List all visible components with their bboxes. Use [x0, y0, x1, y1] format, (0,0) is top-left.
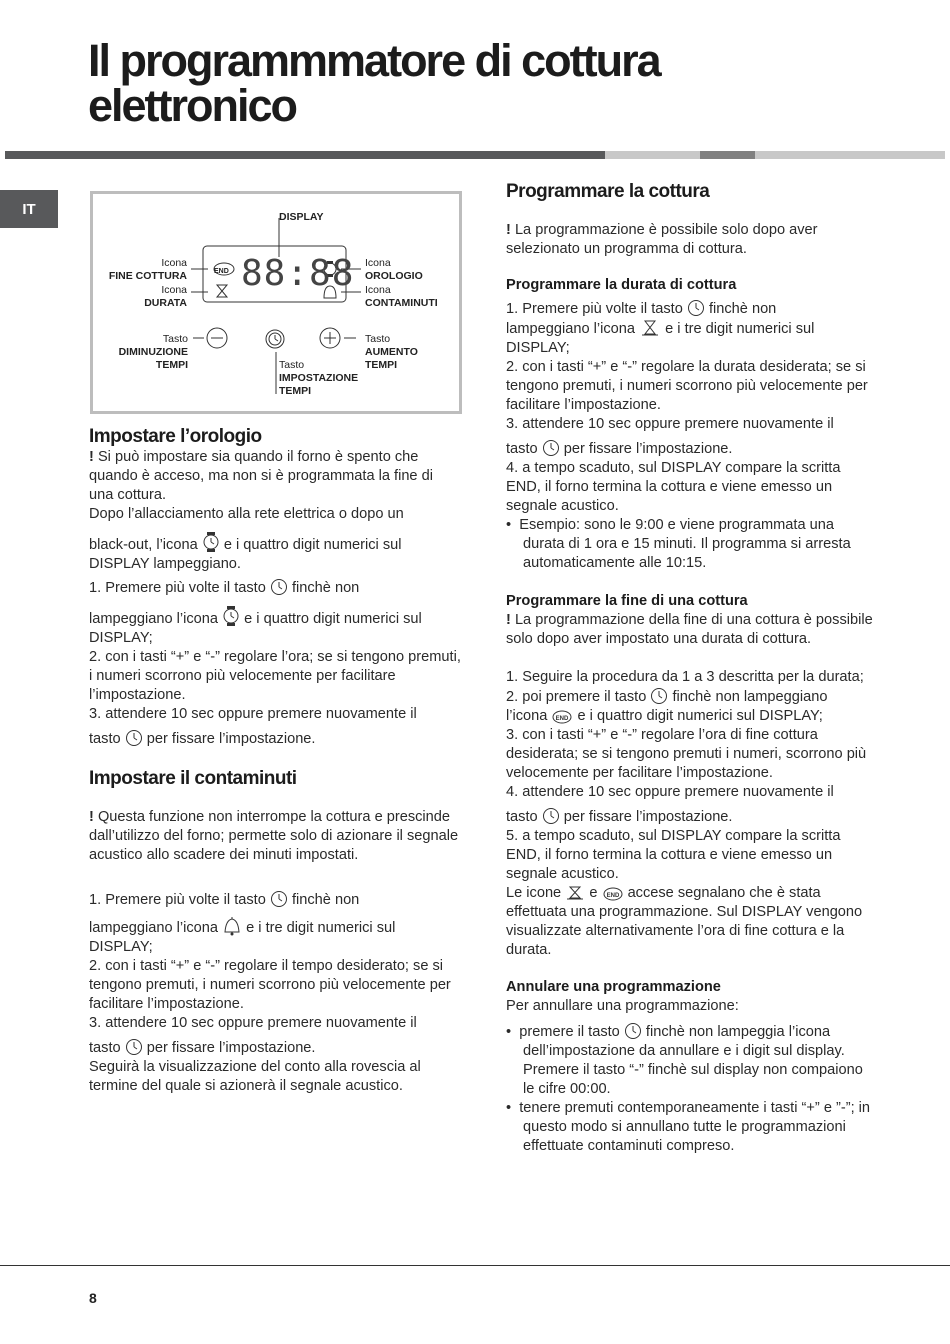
step: lampeggiano l’icona e i tre digit numerici sul DISPLAY; [506, 321, 815, 356]
step: tasto per fissare l’impostazione. [89, 1040, 316, 1056]
page-title: Il programmmatore di cottura elettronico [88, 35, 660, 131]
end-icon: END [214, 268, 229, 275]
step: 3. attendere 10 sec oppure premere nuovamente il [89, 706, 417, 722]
step: 2. con i tasti “+” e “-” regolare l’ora; se si tengono premuti, i numeri scorrono più velocemente per facilitare l’impostazione. [89, 649, 461, 703]
heading-contaminuti: Impostare il contaminuti [89, 768, 297, 789]
header-rule-segment [605, 151, 700, 159]
timer-button-icon [542, 439, 560, 457]
display-digits: 88:88 [241, 253, 355, 294]
paragraph: ! Si può impostare sia quando il forno è spento che quando è acceso, ma non si è programmata la fine di una cottura. [89, 449, 433, 503]
step: lampeggiano l’icona e i quattro digit numerici sul DISPLAY; [89, 605, 461, 648]
step: 1. Premere più volte il tasto finchè non [506, 301, 777, 317]
step: 2. con i tasti “+” e “-” regolare la durata desiderata; se si tengono premuti, i numeri scorrono più velocemente per facilitare l’impostazione. [506, 359, 868, 413]
timer-button-icon [542, 807, 560, 825]
timer-button-icon [624, 1022, 642, 1040]
paragraph: Le icone e END accese segnalano che è stata effettuata una programmazione. Sul DISPLAY vengono visualizzate alternativamente l’ora di fine cottura e la durata. [506, 885, 863, 958]
heading-orologio: Impostare l’orologio [89, 426, 262, 447]
paragraph: Per annullare una programmazione: [506, 998, 739, 1014]
step: 2. poi premere il tasto finchè non lampeggiano [506, 689, 828, 705]
step: 3. con i tasti “+” e “-” regolare l’ora di fine cottura desiderata; se si tengono premuti i numeri, scorrono più velocemente per facilitare l’impostazione. [506, 727, 867, 781]
control-panel-diagram [90, 191, 462, 414]
timer-button-icon [650, 687, 668, 705]
language-tab: IT [0, 190, 58, 228]
step: 2. con i tasti “+” e “-” regolare il tempo desiderato; se si tengono premuti, i numeri scorrono più velocemente per facilitare l’impostazione. [89, 958, 451, 1012]
paragraph: Dopo l’allacciamento alla rete elettrica o dopo un [89, 506, 404, 522]
footer-rule [0, 1265, 950, 1266]
step: 3. attendere 10 sec oppure premere nuovamente il [506, 416, 834, 432]
label-diminuzione: Tasto DIMINUZIONE TEMPI [118, 333, 188, 371]
timer-button-icon [270, 890, 288, 908]
label-durata: Icona DURATA [144, 284, 187, 309]
step: 4. a tempo scaduto, sul DISPLAY compare la scritta END, il forno termina la cottura e viene emesso un segnale acustico. [506, 460, 841, 514]
label-impostazione: Tasto IMPOSTAZIONE TEMPI [279, 359, 359, 397]
header-rule [5, 151, 605, 159]
timer-button-icon [270, 578, 288, 596]
heading-annulla: Annulare una programmazione [506, 979, 721, 995]
step: 5. a tempo scaduto, sul DISPLAY compare la scritta END, il forno termina la cottura e viene emesso un segnale acustico. [506, 828, 841, 882]
label-aumento: Tasto AUMENTO TEMPI [365, 333, 418, 371]
section-contaminuti [89, 768, 461, 1096]
hourglass-icon [565, 885, 585, 901]
page-number: 8 [89, 1290, 97, 1306]
heading-cottura: Programmare la cottura [506, 181, 710, 202]
header-rule-segment [755, 151, 945, 159]
list-item: • premere il tasto finchè non lampeggia l’icona dell’impostazione da annullare e i digit sul display. Premere il tasto “-” finchè sul display non compaiono le cifre 00:00. [506, 1024, 863, 1097]
end-icon [551, 708, 573, 724]
step: tasto per fissare l’impostazione. [506, 809, 733, 825]
step: 1. Seguire la procedura da 1 a 3 descritta per la durata; [506, 669, 864, 685]
section-cottura [506, 181, 878, 1156]
timer-button-icon [125, 729, 143, 747]
display-label: DISPLAY [279, 211, 324, 223]
timer-button-icon [125, 1038, 143, 1056]
step: l’icona END e i quattro digit numerici sul DISPLAY; [506, 708, 823, 724]
paragraph: ! Questa funzione non interrompe la cottura e prescinde dall’utilizzo del forno; permette solo di azionare il segnale acustico allo scadere dei minuti impostati. [89, 809, 459, 863]
heading-fine-cottura: Programmare la fine di una cottura [506, 593, 748, 609]
step: 4. attendere 10 sec oppure premere nuovamente il [506, 784, 834, 800]
paragraph: Seguirà la visualizzazione del conto alla rovescia al termine del quale si azionerà il segnale acustico. [89, 1059, 421, 1094]
timer-button-icon [687, 299, 705, 317]
bell-icon [222, 916, 242, 936]
list-item: • tenere premuti contemporaneamente i tasti “+” e ”-”; in questo modo si annullano tutte le programmazioni effettuate contaminuti compreso. [506, 1100, 871, 1154]
step: lampeggiano l’icona e i tre digit numerici sul DISPLAY; [89, 916, 461, 957]
step: 1. Premere più volte il tasto finchè non [89, 892, 360, 908]
list-item: • Esempio: sono le 9:00 e viene programmata una durata di 1 ora e 15 minuti. Il programma si arresta automaticamente alle 10:15. [506, 517, 851, 571]
header-rule-segment [700, 151, 755, 159]
label-fine-cottura: Icona FINE COTTURA [108, 257, 187, 282]
heading-durata: Programmare la durata di cottura [506, 277, 737, 293]
paragraph: black-out, l’icona e i quattro digit numerici sul DISPLAY lampeggiano. [89, 531, 461, 574]
svg-text:END: END [556, 716, 569, 722]
clock-icon [222, 605, 240, 627]
step: 3. attendere 10 sec oppure premere nuovamente il [89, 1015, 417, 1031]
label-orologio: Icona OROLOGIO [365, 257, 423, 282]
hourglass-icon [639, 319, 661, 337]
paragraph: ! La programmazione della fine di una cottura è possibile solo dopo aver impostato una durata di cottura. [506, 612, 873, 647]
step: tasto per fissare l’impostazione. [89, 731, 316, 747]
section-orologio [89, 426, 461, 749]
label-contaminuti: Icona CONTAMINUTI [365, 284, 438, 309]
end-icon [602, 885, 624, 901]
step: 1. Premere più volte il tasto finchè non [89, 580, 360, 596]
svg-text:END: END [606, 893, 619, 899]
clock-icon [202, 531, 220, 553]
step: tasto per fissare l’impostazione. [506, 441, 733, 457]
paragraph: ! La programmazione è possibile solo dopo aver selezionato un programma di cottura. [506, 222, 818, 257]
